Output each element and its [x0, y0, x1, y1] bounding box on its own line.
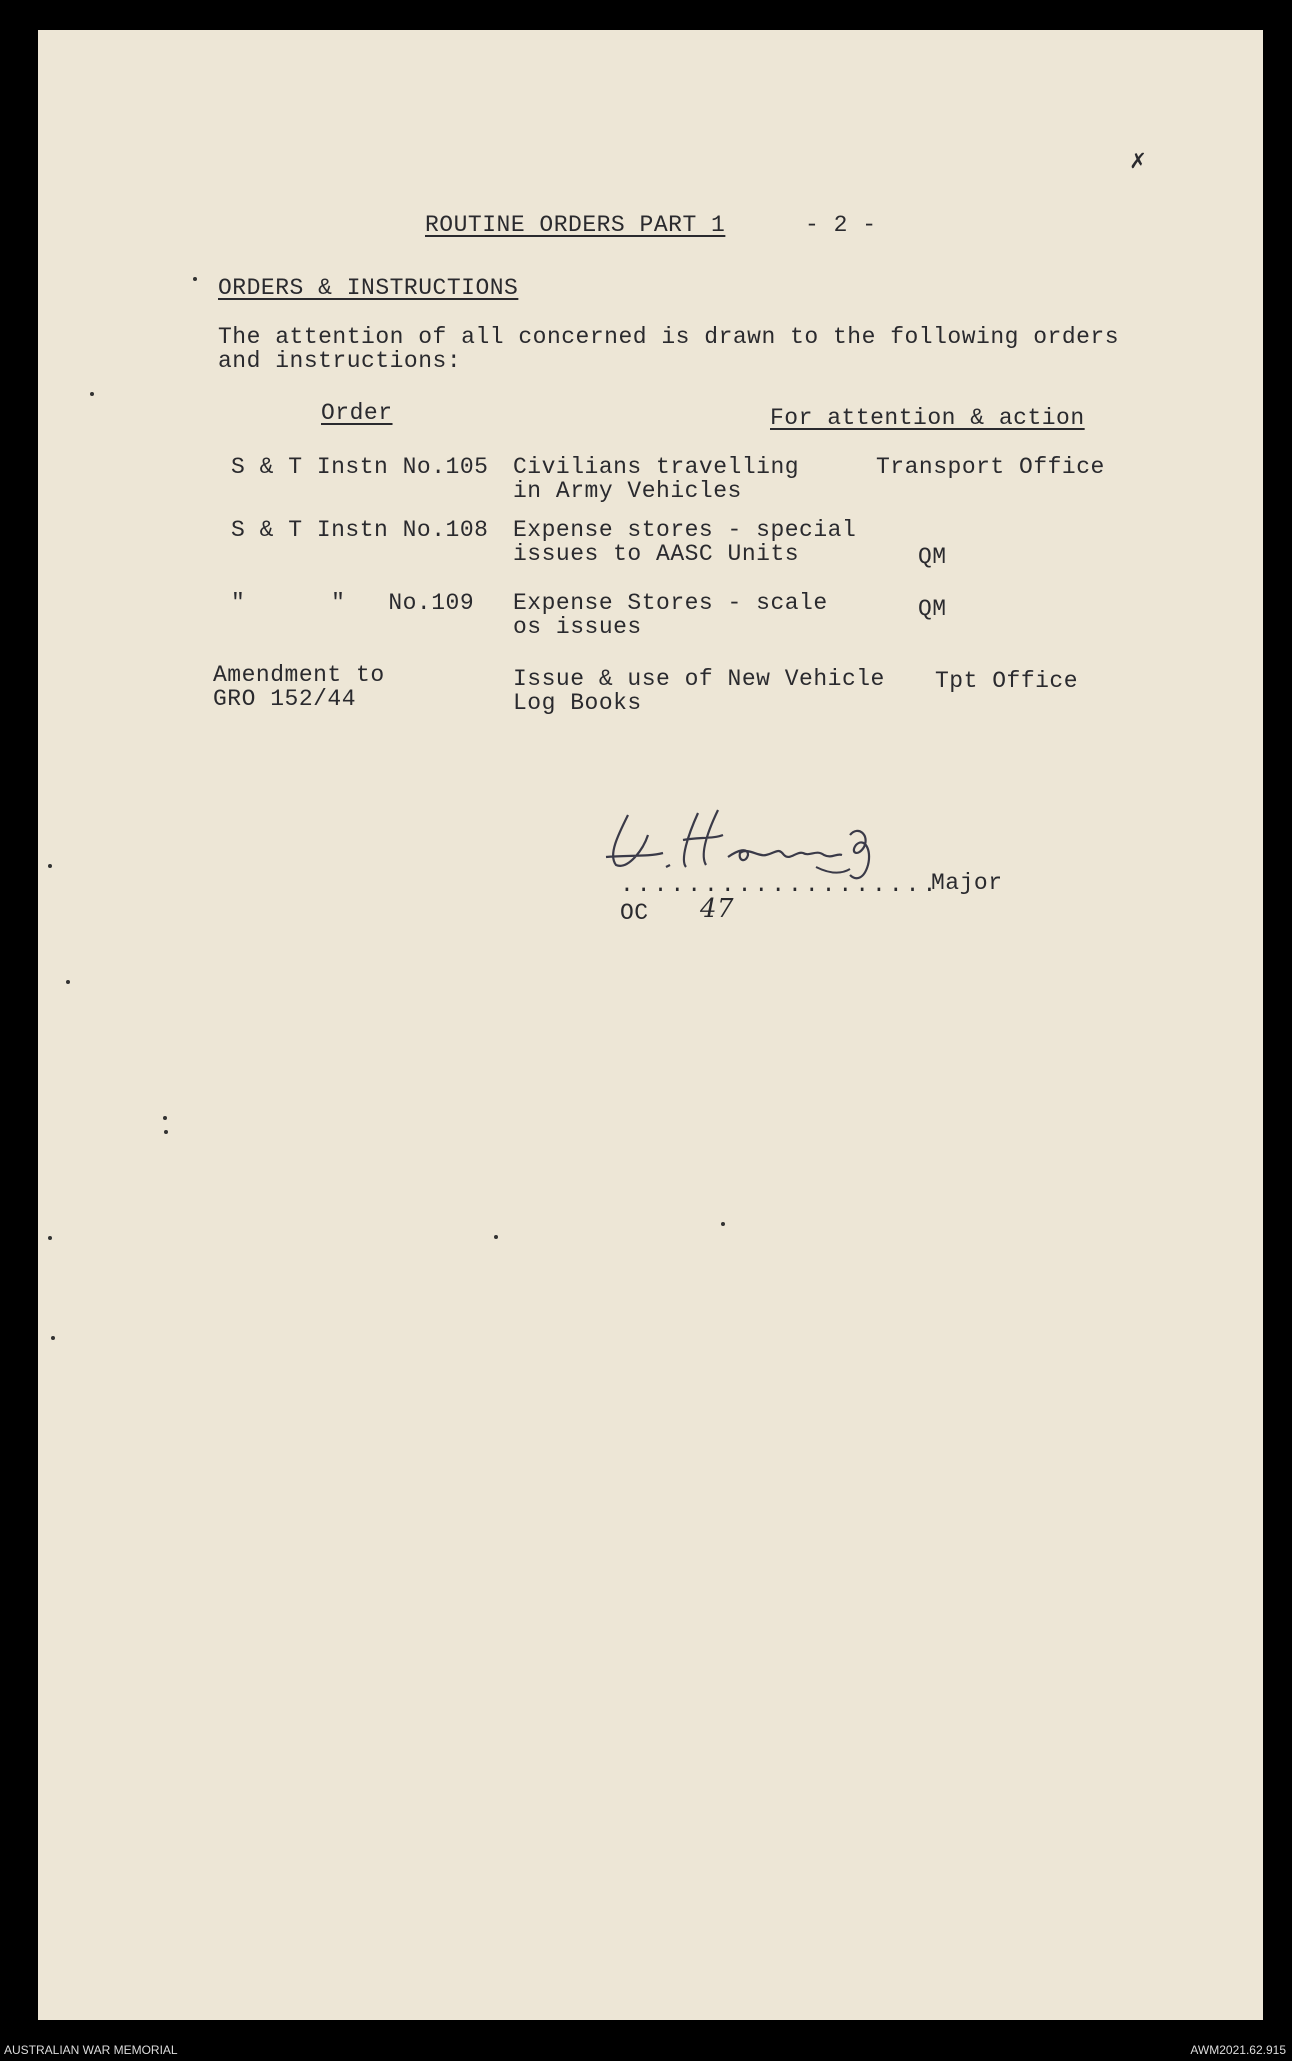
order-ref-line2: GRO 152/44 [213, 686, 357, 712]
order-subject-line1: Expense Stores - scale [513, 590, 828, 616]
column-header-order: Order [321, 400, 393, 426]
order-subject-line1: Civilians travelling [513, 454, 800, 480]
intro-line-2: and instructions: [218, 348, 462, 374]
signature-rank: Major [931, 870, 1003, 896]
order-ref: S & T Instn No.108 [231, 517, 489, 543]
order-subject-line2: os issues [513, 614, 642, 640]
document-page [38, 30, 1263, 2020]
order-subject-line2: Log Books [513, 690, 642, 716]
unit-prefix: OC [620, 900, 649, 926]
unit-number: 47 [700, 894, 735, 924]
paper-speck [163, 1116, 167, 1120]
paper-speck [48, 1236, 52, 1240]
order-attention: Transport Office [876, 454, 1105, 480]
page-heading: ROUTINE ORDERS PART 1 [425, 212, 726, 238]
paper-speck [193, 277, 197, 281]
order-ref: " " No.109 [231, 590, 475, 616]
order-ref: S & T Instn No.105 [231, 454, 489, 480]
paper-speck [48, 864, 52, 868]
order-subject-line2: in Army Vehicles [513, 478, 742, 504]
paper-speck [66, 980, 70, 984]
order-attention: QM [918, 544, 947, 570]
paper-speck [164, 1130, 168, 1134]
paper-speck [721, 1222, 725, 1226]
paper-speck [494, 1235, 498, 1239]
footer-left: AUSTRALIAN WAR MEMORIAL [4, 2043, 178, 2057]
order-attention: QM [918, 596, 947, 622]
order-ref: Amendment to [213, 662, 385, 688]
page-number: - 2 - [805, 212, 877, 238]
footer-right: AWM2021.62.915 [1190, 2043, 1286, 2057]
intro-line-1: The attention of all concerned is drawn to the following orders [218, 324, 1120, 350]
order-attention: Tpt Office [935, 668, 1079, 694]
section-title: ORDERS & INSTRUCTIONS [218, 275, 519, 301]
signature-dotted-line: ................... [620, 872, 940, 898]
order-subject-line1: Issue & use of New Vehicle [513, 666, 885, 692]
paper-mark: ✗ [1130, 146, 1147, 176]
order-subject-line1: Expense stores - special [513, 517, 857, 543]
paper-speck [90, 392, 94, 396]
order-subject-line2: issues to AASC Units [513, 541, 800, 567]
column-header-attention: For attention & action [770, 405, 1085, 431]
paper-speck [51, 1336, 55, 1340]
